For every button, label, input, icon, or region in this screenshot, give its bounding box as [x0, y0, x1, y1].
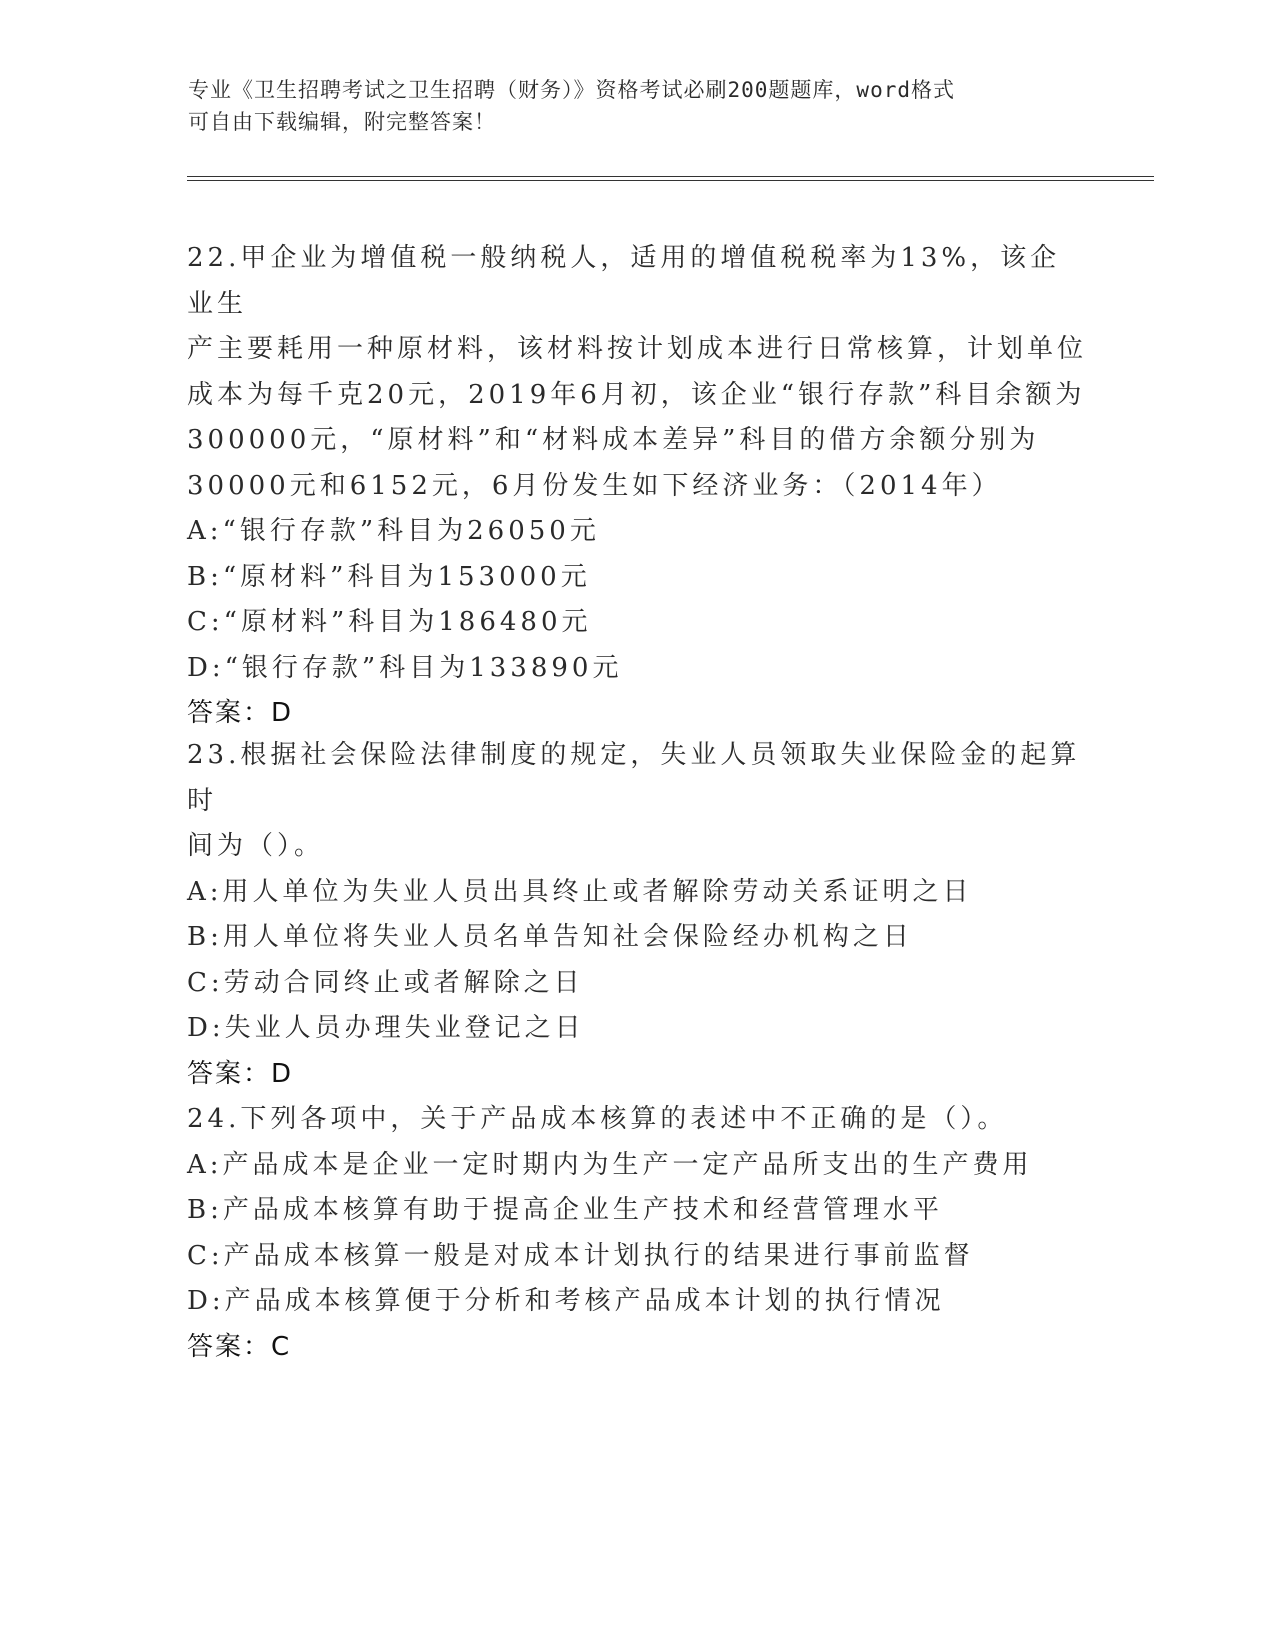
option-list [187, 1143, 1087, 1325]
option-b: B:产品成本核算有助于提高企业生产技术和经营管理水平 [187, 1195, 943, 1225]
stem-line: 23.根据社会保险法律制度的规定，失业人员领取失业保险金的起算时 [187, 740, 1081, 816]
answer-line: 答案：D [187, 1058, 294, 1089]
header-divider-top [187, 176, 1154, 177]
document-header [188, 74, 1088, 138]
header-line-2: 可自由下载编辑，附完整答案！ [188, 110, 496, 134]
option-d: D:“银行存款”科目为133890元 [187, 652, 623, 683]
question-24 [187, 1097, 1087, 1370]
question-22 [187, 236, 1087, 737]
stem-line: 300000元，“原材料”和“材料成本差异”科目的借方余额分别为 [187, 425, 1040, 455]
option-c: C:“原材料”科目为186480元 [187, 607, 592, 637]
question-stem [187, 1097, 1087, 1143]
option-list [187, 509, 1087, 691]
option-a: A:用人单位为失业人员出具终止或者解除劳动关系证明之日 [187, 876, 973, 907]
question-23 [187, 733, 1087, 1097]
option-c: C:劳动合同终止或者解除之日 [187, 967, 584, 998]
answer-line: 答案：C [187, 1331, 292, 1362]
stem-line: 成本为每千克20元，2019年6月初，该企业“银行存款”科目余额为 [187, 379, 1086, 410]
option-a: A:“银行存款”科目为26050元 [187, 516, 600, 546]
header-line-1: 专业《卫生招聘考试之卫生招聘（财务）》资格考试必刷200题题库，word格式 [188, 78, 955, 102]
option-b: B:用人单位将失业人员名单告知社会保险经办机构之日 [187, 922, 913, 952]
question-stem [187, 733, 1087, 870]
stem-line: 22.甲企业为增值税一般纳税人，适用的增值税税率为13%，该企业生 [187, 243, 1061, 319]
option-b: B:“原材料”科目为153000元 [187, 561, 591, 592]
option-a: A:产品成本是企业一定时期内为生产一定产品所支出的生产费用 [187, 1149, 1033, 1180]
answer-line: 答案：D [187, 698, 294, 728]
question-stem [187, 236, 1087, 509]
option-list [187, 870, 1087, 1052]
option-c: C:产品成本核算一般是对成本计划执行的结果进行事前监督 [187, 1240, 974, 1271]
stem-line: 产主要耗用一种原材料，该材料按计划成本进行日常核算，计划单位 [187, 334, 1088, 364]
option-d: D:产品成本核算便于分析和考核产品成本计划的执行情况 [187, 1286, 945, 1316]
stem-line: 30000元和6152元，6月份发生如下经济业务：（2014年） [187, 470, 1002, 501]
stem-line: 24.下列各项中，关于产品成本核算的表述中不正确的是（）。 [187, 1104, 1008, 1134]
option-d: D:失业人员办理失业登记之日 [187, 1013, 585, 1043]
stem-line: 间为（）。 [187, 831, 325, 861]
header-divider-bottom [187, 180, 1154, 181]
